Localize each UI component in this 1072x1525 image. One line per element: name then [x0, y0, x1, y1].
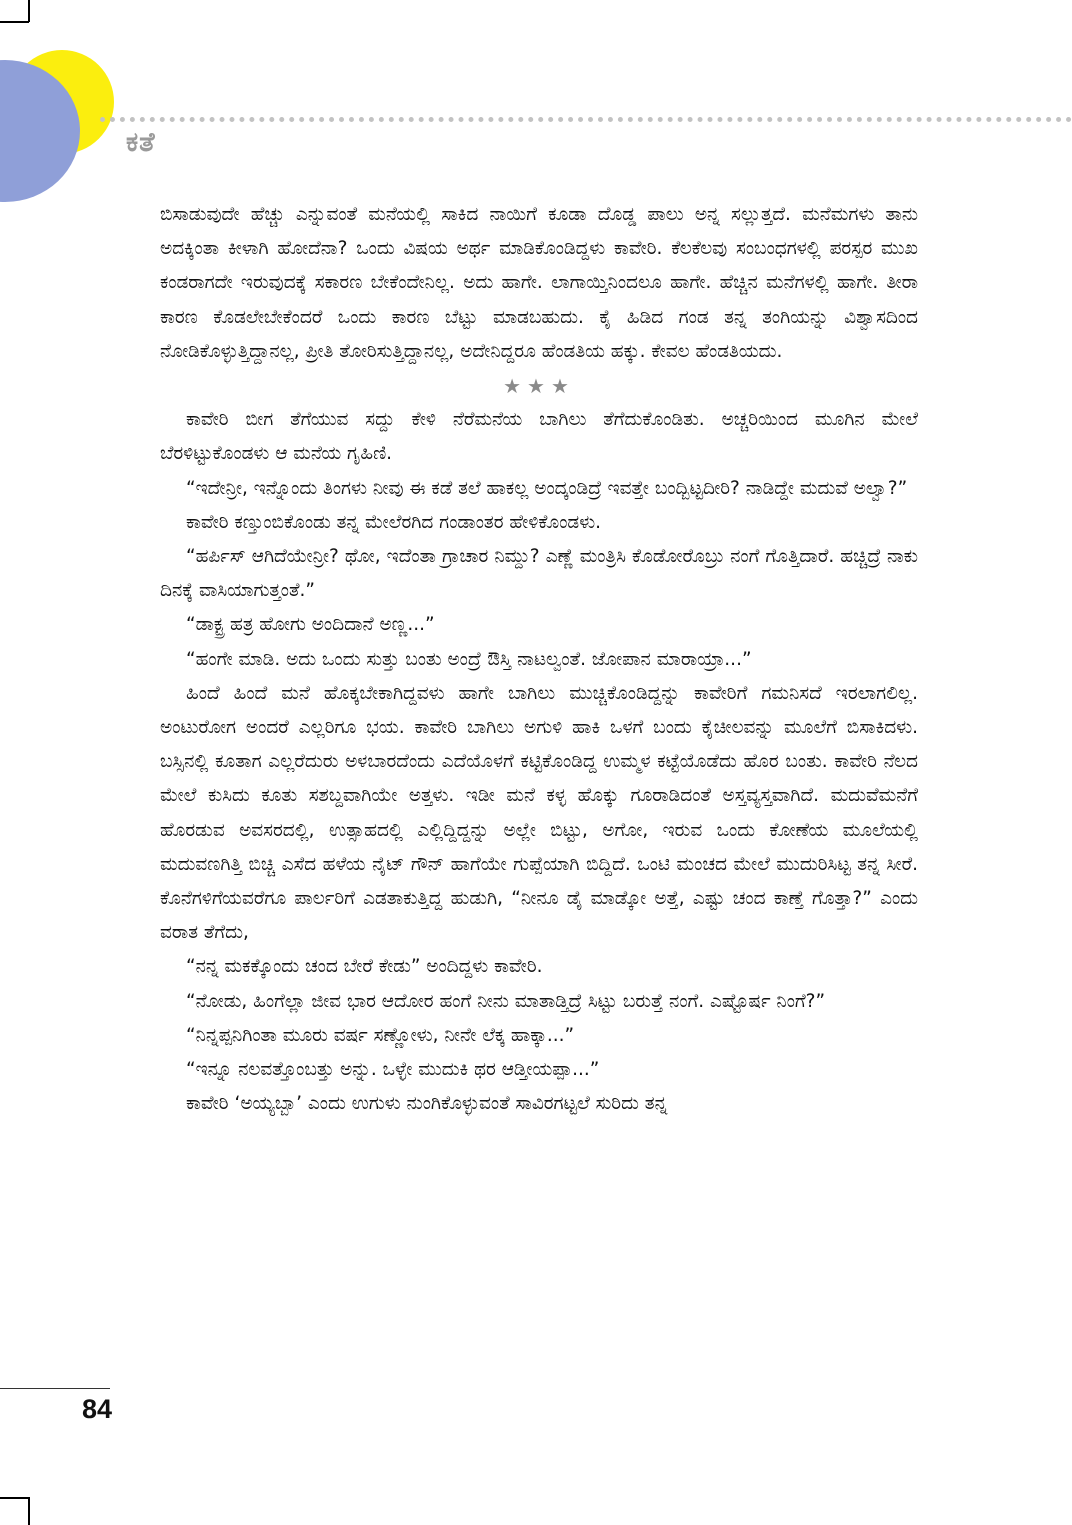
story-paragraph: “ನನ್ನ ಮಕಕ್ಕೊಂದು ಚಂದ ಬೇರೆ ಕೇಡು” ಅಂದಿದ್ದಳು ಕಾವೇರಿ. [186, 956, 543, 978]
story-paragraph: “ಹಂಗೇ ಮಾಡಿ. ಅದು ಒಂದು ಸುತ್ತು ಬಂತು ಅಂದ್ರೆ ಔಸ್ತಿ ನಾಟಲ್ವಂತೆ. ಜೋಪಾನ ಮಾರಾಯ್ರಾ...” [186, 648, 752, 670]
story-paragraph: “ಡಾಕ್ಟ್ರ ಹತ್ರ ಹೋಗು ಅಂದಿದಾನೆ ಅಣ್ಣ...” [186, 614, 435, 636]
story-paragraph: ಬಿಸಾಡುವುದೇ ಹೆಚ್ಚು ಎನ್ನುವಂತೆ ಮನೆಯಲ್ಲಿ ಸಾಕಿದ ನಾಯಿಗೆ ಕೂಡಾ ದೊಡ್ಡ ಪಾಲು ಅನ್ನ ಸಲ್ಲುತ್ತದೆ. ಮನೆಮಗಳು ತಾನು ಅದಕ್ಕಿಂತಾ ಕೀಳಾಗಿ ಹೋದೆನಾ? ಒಂದು ವಿಷಯ ಅರ್ಥ ಮಾಡಿಕೊಂಡಿದ್ದಳು ಕಾವೇರಿ. ಕೆಲಕೆಲವು ಸಂಬಂಧಗಳಲ್ಲಿ ಪರಸ್ಪರ ಮುಖ ಕಂಡರಾಗದೇ ಇರುವುದಕ್ಕೆ ಸಕಾರಣ ಬೇಕೆಂದೇನಿಲ್ಲ. ಅದು ಹಾಗೇ. ಲಾಗಾಯ್ತಿನಿಂದಲೂ ಹಾಗೇ. ಹೆಚ್ಚಿನ ಮನೆಗಳಲ್ಲಿ ಹಾಗೇ. ತೀರಾ ಕಾರಣ ಕೊಡಲೇಬೇಕೆಂದರೆ ಒಂದು ಕಾರಣ ಬೆಟ್ಟು ಮಾಡಬಹುದು. ಕೈ ಹಿಡಿದ ಗಂಡ ತನ್ನ ತಂಗಿಯನ್ನು ವಿಶ್ವಾಸದಿಂದ ನೋಡಿಕೊಳ್ಳುತ್ತಿದ್ದಾನಲ್ಲ, ಪ್ರೀತಿ ತೋರಿಸುತ್ತಿದ್ದಾನಲ್ಲ, ಅದೇನಿದ್ದರೂ ಹೆಂಡತಿಯ ಹಕ್ಕು. ಕೇವಲ ಹೆಂಡತಿಯದು. [160, 204, 918, 362]
story-body [160, 198, 918, 1394]
story-paragraph: “ಇದೇನ್ರೀ, ಇನ್ನೊಂದು ತಿಂಗಳು ನೀವು ಈ ಕಡೆ ತಲೆ ಹಾಕಲ್ಲ ಅಂದ್ಕಂಡಿದ್ರೆ ಇವತ್ತೇ ಬಂದ್ಬಿಟ್ಟದೀರಿ? ನಾಡಿದ್ದೇ ಮದುವೆ ಅಲ್ವಾ?” [186, 477, 908, 499]
crop-mark-top-left [28, 0, 30, 22]
story-paragraph: “ನೋಡು, ಹಿಂಗೆಲ್ಲಾ ಜೀವ ಭಾರ ಆದೋರ ಹಂಗೆ ನೀನು ಮಾತಾಡ್ತಿದ್ರೆ ಸಿಟ್ಟು ಬರುತ್ತೆ ನಂಗೆ. ಎಷ್ಟೊರ್ಷ ನಿಂಗೆ?” [186, 990, 826, 1012]
crop-mark-bottom-left [28, 1497, 30, 1525]
crop-mark-top-left-horizontal [0, 21, 29, 23]
section-title: ಕತೆ [126, 127, 156, 158]
story-paragraph: ಕಾವೇರಿ ಬೀಗ ತೆಗೆಯುವ ಸದ್ದು ಕೇಳಿ ನೆರೆಮನೆಯ ಬಾಗಿಲು ತೆಗೆದುಕೊಂಡಿತು. ಅಚ್ಚರಿಯಿಂದ ಮೂಗಿನ ಮೇಲೆ ಬೆರಳಿಟ್ಟುಕೊಂಡಳು ಆ ಮನೆಯ ಗೃಹಿಣಿ. [160, 409, 918, 465]
page-number: 84 [82, 1394, 113, 1424]
story-paragraph: ಕಾವೇರಿ ಕಣ್ತುಂಬಿಕೊಂಡು ತನ್ನ ಮೇಲೆರಗಿದ ಗಂಡಾಂತರ ಹೇಳಿಕೊಂಡಳು. [186, 511, 601, 533]
footer-rule [0, 1388, 110, 1389]
story-paragraph: ಹಿಂದೆ ಹಿಂದೆ ಮನೆ ಹೊಕ್ಕಬೇಕಾಗಿದ್ದವಳು ಹಾಗೇ ಬಾಗಿಲು ಮುಚ್ಚಿಕೊಂಡಿದ್ದನ್ನು ಕಾವೇರಿಗೆ ಗಮನಿಸದೆ ಇರಲಾಗಲಿಲ್ಲ. ಅಂಟುರೋಗ ಅಂದರೆ ಎಲ್ಲರಿಗೂ ಭಯ. ಕಾವೇರಿ ಬಾಗಿಲು ಅಗುಳಿ ಹಾಕಿ ಒಳಗೆ ಬಂದು ಕೈಚೀಲವನ್ನು ಮೂಲೆಗೆ ಬಿಸಾಕಿದಳು. ಬಸ್ಸಿನಲ್ಲಿ ಕೂತಾಗ ಎಲ್ಲರೆದುರು ಅಳಬಾರದೆಂದು ಎದೆಯೊಳಗೆ ಕಟ್ಟಿಕೊಂಡಿದ್ದ ಉಮ್ಮಳ ಕಟ್ಟೆಯೊಡೆದು ಹೊರ ಬಂತು. ಕಾವೇರಿ ನೆಲದ ಮೇಲೆ ಕುಸಿದು ಕೂತು ಸಶಬ್ದವಾಗಿಯೇ ಅತ್ತಳು. ಇಡೀ ಮನೆ ಕಳ್ಳ ಹೊಕ್ಕು ಗೂರಾಡಿದಂತೆ ಅಸ್ತವ್ಯಸ್ತವಾಗಿದೆ. ಮದುವೆಮನೆಗೆ ಹೊರಡುವ ಅವಸರದಲ್ಲಿ, ಉತ್ಸಾಹದಲ್ಲಿ ಎಲ್ಲಿದ್ದಿದ್ದನ್ನು ಅಲ್ಲೇ ಬಿಟ್ಟು, ಅಗೋ, ಇರುವ ಒಂದು ಕೋಣೆಯ ಮೂಲೆಯಲ್ಲಿ ಮದುವಣಗಿತ್ತಿ ಬಿಚ್ಚಿ ಎಸೆದ ಹಳೆಯ ನೈಟ್ ಗೌನ್ ಹಾಗೆಯೇ ಗುಪ್ಪೆಯಾಗಿ ಬಿದ್ದಿದೆ. ಒಂಟಿ ಮಂಚದ ಮೇಲೆ ಮುದುರಿಸಿಟ್ಟ ತನ್ನ ಸೀರೆ. ಕೊನೆಗಳಿಗೆಯವರೆಗೂ ಪಾರ್ಲರಿಗೆ ಎಡತಾಕುತ್ತಿದ್ದ ಹುಡುಗಿ, “ನೀನೂ ಡೈ ಮಾಡ್ಕೋ ಅತ್ತೆ, ಎಷ್ಟು ಚಂದ ಕಾಣ್ತೆ ಗೊತ್ತಾ?” ಎಂದು ವರಾತ ತೆಗೆದು, [160, 682, 918, 944]
story-paragraph: “ನಿನ್ನಪ್ಪನಿಗಿಂತಾ ಮೂರು ವರ್ಷ ಸಣ್ಣೋಳು, ನೀನೇ ಲೆಕ್ಕ ಹಾಕ್ಕಾ...” [186, 1024, 575, 1046]
story-paragraph: “ಹರ್ಪಿಸ್ ಆಗಿದೆಯೇನ್ರೀ? ಥೋ, ಇದೆಂತಾ ಗ್ರಾಚಾರ ನಿಮ್ದು? ಎಣ್ಣೆ ಮಂತ್ರಿಸಿ ಕೊಡೋರೊಬ್ರು ನಂಗೆ ಗೊತ್ತಿದಾರೆ. ಹಚ್ಚಿದ್ರೆ ನಾಕು ದಿನಕ್ಕೆ ವಾಸಿಯಾಗುತ್ತಂತೆ.” [160, 546, 918, 602]
section-separator: ★★★ [503, 374, 575, 399]
header-dotted-rule [100, 117, 1072, 122]
story-paragraph: “ಇನ್ನೂ ನಲವತ್ತೊಂಬತ್ತು ಅನ್ನು. ಒಳ್ಳೇ ಮುದುಕಿ ಥರ ಆಡ್ತೀಯಪ್ಪಾ...” [186, 1059, 600, 1081]
crop-mark-bottom-left-horizontal [0, 1497, 29, 1499]
story-paragraph: ಕಾವೇರಿ ‘ಅಯ್ಯಬ್ಬಾ’ ಎಂದು ಉಗುಳು ನುಂಗಿಕೊಳ್ಳುವಂತೆ ಸಾವಿರಗಟ್ಟಲೆ ಸುರಿದು ತನ್ನ [186, 1093, 668, 1115]
